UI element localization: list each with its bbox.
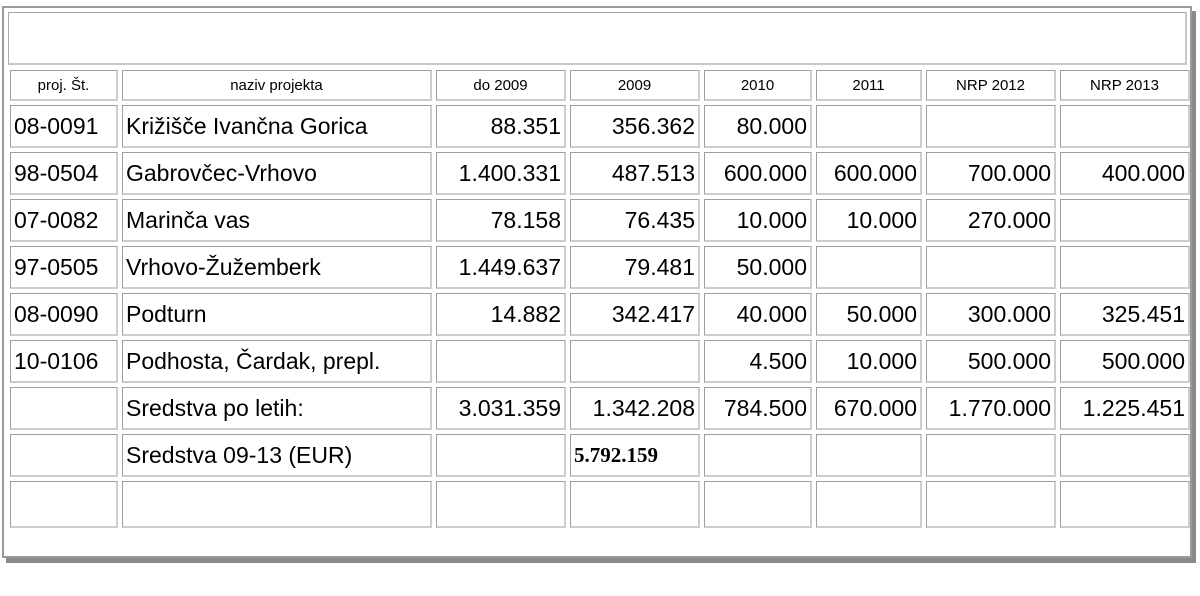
- project-id-cell: 07-0082: [10, 199, 118, 242]
- project-name-cell: Marinča vas: [122, 199, 432, 242]
- value-cell-2011: [816, 105, 922, 148]
- value-cell-2010: 40.000: [704, 293, 812, 336]
- value-cell-do-2009: 78.158: [436, 199, 566, 242]
- value-cell-2010: 4.500: [704, 340, 812, 383]
- empty-cell: [926, 481, 1056, 528]
- value-cell-nrp-2012: 300.000: [926, 293, 1056, 336]
- value-cell-2009: 76.435: [570, 199, 700, 242]
- header-row: [10, 70, 1190, 101]
- project-id-cell: 98-0504: [10, 152, 118, 195]
- header-cell-nrp-2012: NRP 2012: [926, 70, 1056, 101]
- total-cell-2011: 670.000: [816, 387, 922, 430]
- value-cell-do-2009: 1.400.331: [436, 152, 566, 195]
- value-cell-nrp-2012: [926, 246, 1056, 289]
- project-id-cell: 10-0106: [10, 340, 118, 383]
- empty-cell: [1060, 481, 1190, 528]
- value-cell-nrp-2012: 270.000: [926, 199, 1056, 242]
- empty-cell: [122, 481, 432, 528]
- value-cell-2009: 79.481: [570, 246, 700, 289]
- grand-total-value-cell: 5.792.159: [570, 434, 700, 477]
- header-cell-naziv-projekta: naziv projekta: [122, 70, 432, 101]
- grand-total-label-cell: Sredstva 09-13 (EUR): [122, 434, 432, 477]
- project-id-cell: 08-0091: [10, 105, 118, 148]
- empty-row: [10, 481, 1190, 528]
- value-cell-nrp-2013: [1060, 199, 1190, 242]
- value-cell-nrp-2013: 500.000: [1060, 340, 1190, 383]
- value-cell-2011: 10.000: [816, 199, 922, 242]
- value-cell-2010: 80.000: [704, 105, 812, 148]
- value-cell-do-2009: [436, 340, 566, 383]
- value-cell-2011: [816, 246, 922, 289]
- project-id-cell: [10, 434, 118, 477]
- value-cell-2010: 600.000: [704, 152, 812, 195]
- value-cell-2010: 10.000: [704, 199, 812, 242]
- table-row: [10, 246, 1190, 289]
- empty-cell: [1060, 434, 1190, 477]
- empty-cell: [704, 481, 812, 528]
- value-cell-nrp-2012: 500.000: [926, 340, 1056, 383]
- header-cell-2009: 2009: [570, 70, 700, 101]
- table-row: [10, 152, 1190, 195]
- total-cell-2010: 784.500: [704, 387, 812, 430]
- value-cell-nrp-2013: [1060, 246, 1190, 289]
- value-cell-2009: 356.362: [570, 105, 700, 148]
- grand-total-row: [10, 434, 1190, 477]
- empty-cell: [436, 481, 566, 528]
- value-cell-2011: 10.000: [816, 340, 922, 383]
- total-cell-do-2009: 3.031.359: [436, 387, 566, 430]
- empty-cell: [436, 434, 566, 477]
- totals-row: [10, 387, 1190, 430]
- table-row: [10, 293, 1190, 336]
- value-cell-2011: 50.000: [816, 293, 922, 336]
- empty-cell: [926, 434, 1056, 477]
- header-cell-2010: 2010: [704, 70, 812, 101]
- empty-cell: [570, 481, 700, 528]
- value-cell-2009: 342.417: [570, 293, 700, 336]
- empty-cell: [10, 481, 118, 528]
- project-id-cell: [10, 387, 118, 430]
- value-cell-nrp-2013: 325.451: [1060, 293, 1190, 336]
- table-row: [10, 199, 1190, 242]
- projects-table: [6, 66, 1194, 532]
- total-cell-nrp-2013: 1.225.451: [1060, 387, 1190, 430]
- total-cell-2009: 1.342.208: [570, 387, 700, 430]
- project-id-cell: 97-0505: [10, 246, 118, 289]
- value-cell-2010: 50.000: [704, 246, 812, 289]
- value-cell-do-2009: 1.449.637: [436, 246, 566, 289]
- value-cell-do-2009: 88.351: [436, 105, 566, 148]
- totals-label-cell: Sredstva po letih:: [122, 387, 432, 430]
- value-cell-nrp-2012: 700.000: [926, 152, 1056, 195]
- project-name-cell: Podhosta, Čardak, prepl.: [122, 340, 432, 383]
- table-row: [10, 105, 1190, 148]
- project-name-cell: Podturn: [122, 293, 432, 336]
- value-cell-nrp-2013: 400.000: [1060, 152, 1190, 195]
- value-cell-nrp-2012: [926, 105, 1056, 148]
- header-cell-proj-st: proj. Št.: [10, 70, 118, 101]
- empty-cell: [816, 481, 922, 528]
- header-cell-nrp-2013: NRP 2013: [1060, 70, 1190, 101]
- value-cell-do-2009: 14.882: [436, 293, 566, 336]
- value-cell-2009: 487.513: [570, 152, 700, 195]
- title-cell: [8, 12, 1187, 65]
- table-row: [10, 340, 1190, 383]
- value-cell-nrp-2013: [1060, 105, 1190, 148]
- project-name-cell: Križišče Ivančna Gorica: [122, 105, 432, 148]
- project-id-cell: 08-0090: [10, 293, 118, 336]
- empty-cell: [704, 434, 812, 477]
- header-cell-2011: 2011: [816, 70, 922, 101]
- table-frame: [2, 6, 1192, 558]
- total-cell-nrp-2012: 1.770.000: [926, 387, 1056, 430]
- value-cell-2009: [570, 340, 700, 383]
- project-name-cell: Vrhovo-Žužemberk: [122, 246, 432, 289]
- value-cell-2011: 600.000: [816, 152, 922, 195]
- header-cell-do-2009: do 2009: [436, 70, 566, 101]
- project-name-cell: Gabrovčec-Vrhovo: [122, 152, 432, 195]
- empty-cell: [816, 434, 922, 477]
